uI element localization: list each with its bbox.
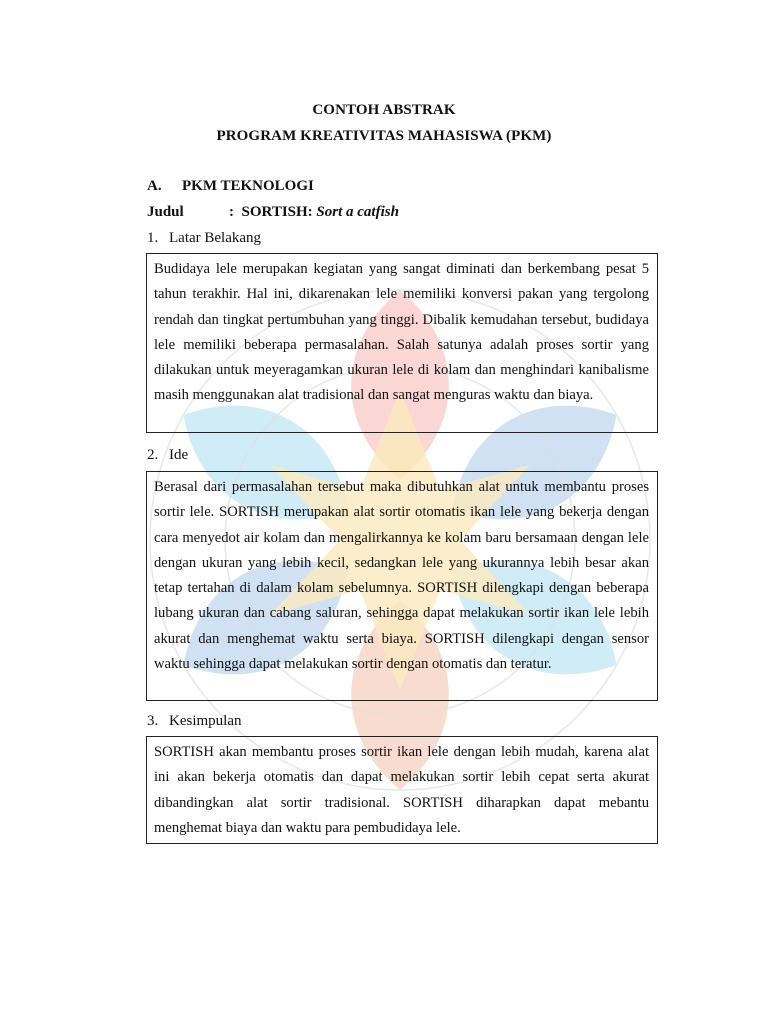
- latar-belakang-text: Budidaya lele merupakan kegiatan yang sangat diminati dan berkembang pesat 5 tahun terakhir. Hal ini, dikarenakan lele memiliki konversi pakan yang tergolong rendah dan tingkat pertumbuhan yang tinggi. Dibalik kemudahan tersebut, budidaya lele memiliki beberapa permasalahan. Salah satunya adalah proses sortir yang dilakukan untuk meyeragamkan ukuran lele di kolam dan menghindari kanibalisme masih menggunakan alat tradisional dan sangat menguras waktu dan biaya.: [154, 261, 649, 404]
- heading-latar-belakang: [147, 230, 261, 247]
- heading-number: 2.: [147, 447, 159, 463]
- judul-subtitle: Sort a catfish: [316, 204, 399, 220]
- heading-label: Latar Belakang: [169, 230, 262, 246]
- heading-label: Ide: [169, 447, 189, 463]
- section-letter: A.: [147, 178, 162, 194]
- heading-kesimpulan: [147, 713, 242, 730]
- judul-colon: :: [229, 204, 234, 220]
- judul-line: [147, 204, 399, 221]
- section-heading: [147, 178, 314, 195]
- heading-ide: [147, 447, 188, 464]
- kesimpulan-text: SORTISH akan membantu proses sortir ikan lele dengan lebih mudah, karena alat ini akan bekerja otomatis dan dapat melakukan sortir lebih cepat serta akurat dibandingkan alat sortir tradisional. SORTISH diharapkan dapat mebantu menghemat biaya dan waktu para pembudidaya lele.: [154, 744, 649, 836]
- latar-belakang-box: [146, 253, 658, 433]
- ide-box: [146, 471, 658, 701]
- judul-label: Judul: [147, 204, 184, 220]
- document-subtitle: PROGRAM KREATIVITAS MAHASISWA (PKM): [216, 128, 552, 144]
- section-title: PKM TEKNOLOGI: [182, 178, 314, 194]
- judul-name: SORTISH:: [241, 204, 313, 220]
- ide-text: Berasal dari permasalahan tersebut maka dibutuhkan alat untuk membantu proses sortir lele. SORTISH merupakan alat sortir otomatis ikan lele yang bekerja dengan cara menyedot air kolam dan mengalirkannya ke kolam baru bersamaan dengan lele dengan ukuran yang lebih kecil, sedangkan lele yang ukurannya lebih besar akan tetap tertahan di dalam kolam sebelumnya. SORTISH dilengkapi dengan beberapa lubang ukuran dan cabang saluran, sehingga dapat melakukan sortir ikan lele lebih akurat dan menghemat waktu serta biaya. SORTISH dilengkapi dengan sensor waktu sehingga dapat melakukan sortir dengan otomatis dan teratur.: [154, 479, 649, 673]
- heading-number: 1.: [147, 230, 159, 246]
- heading-number: 3.: [147, 713, 159, 729]
- kesimpulan-box: [146, 736, 658, 844]
- document-title: CONTOH ABSTRAK: [312, 102, 456, 118]
- heading-label: Kesimpulan: [169, 713, 242, 729]
